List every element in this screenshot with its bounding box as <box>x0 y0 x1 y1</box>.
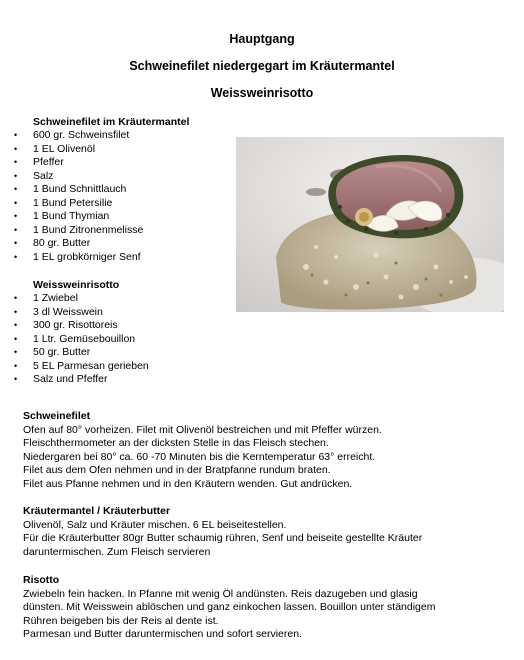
step-text: Für die Kräuterbutter 80gr Butter schaumig rühren, Senf und beiseite gestellte Kräuter <box>23 532 423 544</box>
step-heading: Schweinefilet <box>23 410 91 422</box>
ingredient-item: • 80 gr. Butter <box>14 237 91 249</box>
step-text: dünsten. Mit Weisswein ablöschen und ganz einkochen lassen. Bouillon unter ständigem <box>23 601 436 613</box>
bullet-icon: • <box>14 347 18 357</box>
bullet-icon: • <box>14 211 18 221</box>
step-text: Parmesan und Butter daruntermischen und sofort servieren. <box>23 628 302 640</box>
ingredient-list <box>14 129 234 264</box>
step-text: Rühren beigeben bis der Reis al dente ist. <box>23 614 219 627</box>
step-text: Niedergaren bei 80° ca. 60 -70 Minuten bis die Kerntemperatur 63° erreicht. <box>23 450 376 463</box>
step-text: daruntermischen. Zum Fleisch servieren <box>23 545 211 558</box>
bullet-icon: • <box>14 320 18 330</box>
step-heading: Kräutermantel / Kräuterbutter <box>23 505 171 517</box>
side-title: Weissweinrisotto <box>210 86 314 100</box>
bullet-icon: • <box>14 293 18 303</box>
dish-title: Schweinefilet niedergegart im Kräutermantel <box>129 59 395 73</box>
step-text: Fleischthermometer an der dicksten Stelle in das Fleisch stechen. <box>23 437 329 449</box>
ingredient-item: • Pfeffer <box>14 156 64 168</box>
bullet-icon: • <box>14 184 18 194</box>
step-section-pork <box>23 410 503 491</box>
ingredient-item: • 5 EL Parmesan gerieben <box>14 359 149 372</box>
step-text: Ofen auf 80° vorheizen. Filet mit Olivenöl bestreichen und mit Pfeffer würzen. <box>23 423 382 436</box>
ingredient-item: • Salz <box>14 169 54 182</box>
ingredient-item: • 600 gr. Schweinsfilet <box>14 129 130 141</box>
bullet-icon: • <box>14 224 18 235</box>
ingredient-group-pork <box>14 116 234 264</box>
step-section-herb-crust <box>23 505 503 559</box>
ingredient-group-risotto <box>14 279 234 387</box>
bullet-icon: • <box>14 251 18 262</box>
ingredient-item: • Salz und Pfeffer <box>14 373 108 385</box>
bullet-icon: • <box>14 197 18 208</box>
ingredient-item: • 1 Bund Schnittlauch <box>14 183 127 195</box>
dish-photo <box>236 137 504 312</box>
bullet-icon: • <box>14 333 18 344</box>
ingredient-item: • 1 Bund Zitronenmelisse <box>14 223 144 236</box>
course-title: Hauptgang <box>229 32 295 46</box>
step-section-risotto <box>23 574 503 642</box>
bullet-icon: • <box>14 238 18 248</box>
ingredient-item: • 1 Bund Thymian <box>14 210 110 222</box>
ingredient-item: • 1 Ltr. Gemüsebouillon <box>14 332 136 345</box>
bullet-icon: • <box>14 170 18 181</box>
ingredient-item: • 3 dl Weisswein <box>14 305 103 318</box>
bullet-icon: • <box>14 360 18 371</box>
bullet-icon: • <box>14 306 18 317</box>
ingredient-item: • 1 EL Olivenöl <box>14 142 96 155</box>
ingredient-item: • 300 gr. Risottoreis <box>14 319 118 331</box>
step-heading: Risotto <box>23 574 60 586</box>
ingredient-heading: Weissweinrisotto <box>33 279 120 291</box>
bullet-icon: • <box>14 130 18 140</box>
ingredient-item: • 1 EL grobkörniger Senf <box>14 250 141 263</box>
bullet-icon: • <box>14 143 18 154</box>
bullet-icon: • <box>14 374 18 384</box>
step-text: Olivenöl, Salz und Kräuter mischen. 6 EL beiseitestellen. <box>23 518 287 531</box>
step-text: Filet aus dem Ofen nehmen und in der Bratpfanne rundum braten. <box>23 464 331 476</box>
ingredient-item: • 1 Bund Petersilie <box>14 196 113 209</box>
ingredient-item: • 1 Zwiebel <box>14 292 78 304</box>
bullet-icon: • <box>14 157 18 167</box>
step-text: Filet aus Pfanne nehmen und in den Kräutern wenden. Gut andrücken. <box>23 477 353 490</box>
title-block <box>0 26 524 107</box>
step-text: Zwiebeln fein hacken. In Pfanne mit wenig Öl andünsten. Reis dazugeben und glasig <box>23 587 418 600</box>
ingredient-list <box>14 292 234 387</box>
ingredient-item: • 50 gr. Butter <box>14 346 91 358</box>
ingredient-heading: Schweinefilet im Kräutermantel <box>33 116 190 128</box>
